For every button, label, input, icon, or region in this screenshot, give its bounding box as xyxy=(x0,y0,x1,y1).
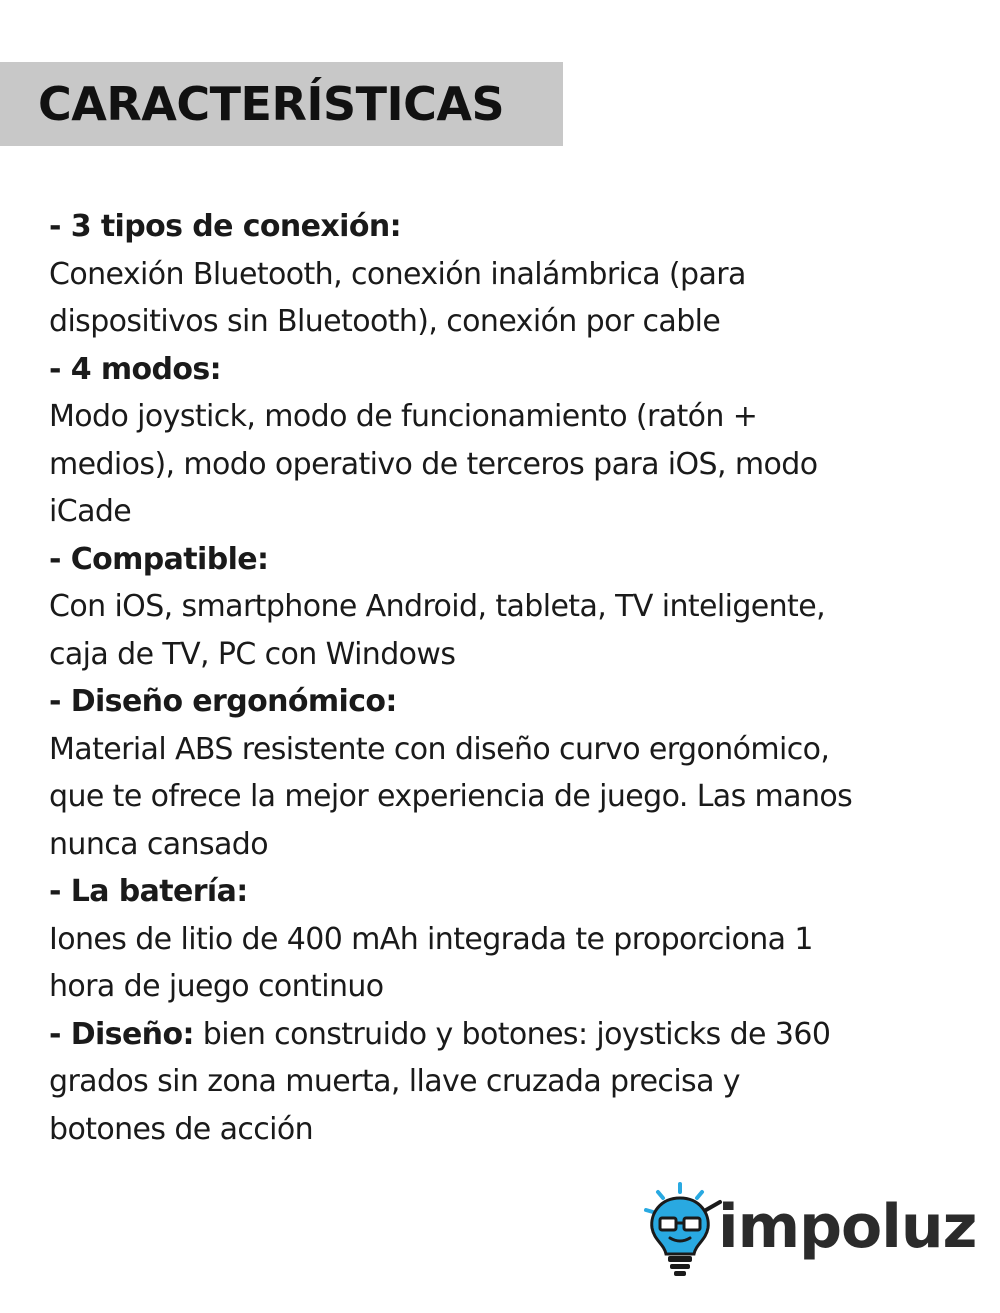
feature-heading: - Diseño ergonómico: xyxy=(49,684,397,719)
feature-heading: - La batería: xyxy=(49,874,248,909)
feature-text: que te ofrece la mejor experiencia de juego. Las manos xyxy=(49,779,853,814)
feature-text: iCade xyxy=(49,494,132,529)
feature-text: caja de TV, PC con Windows xyxy=(49,636,456,672)
feature-text: dispositivos sin Bluetooth), conexión por cable xyxy=(49,304,721,339)
features-list xyxy=(49,203,969,1153)
brand-logo xyxy=(640,1180,977,1280)
page-title: CARACTERÍSTICAS xyxy=(38,77,505,131)
lightbulb-glasses-icon xyxy=(640,1180,730,1280)
feature-text: Conexión Bluetooth, conexión inalámbrica (para xyxy=(49,256,746,292)
feature-heading: - Diseño: xyxy=(49,1016,194,1052)
feature-heading: - 3 tipos de conexión: xyxy=(49,209,401,244)
feature-heading: - Compatible: xyxy=(49,541,269,577)
feature-text: Material ABS resistente con diseño curvo ergonómico, xyxy=(49,731,830,767)
feature-text: nunca cansado xyxy=(49,826,268,862)
feature-text: Modo joystick, modo de funcionamiento (ratón + xyxy=(49,399,758,434)
feature-text: Iones de litio de 400 mAh integrada te proporciona 1 xyxy=(49,921,813,957)
feature-text: grados sin zona muerta, llave cruzada precisa y xyxy=(49,1064,740,1099)
feature-text: Con iOS, smartphone Android, tableta, TV inteligente, xyxy=(49,589,826,624)
feature-heading: - 4 modos: xyxy=(49,351,222,387)
logo-wordmark: impoluz xyxy=(718,1192,977,1262)
feature-text: medios), modo operativo de terceros para iOS, modo xyxy=(49,446,818,482)
feature-text: hora de juego continuo xyxy=(49,969,384,1004)
feature-inline-row xyxy=(49,1011,969,1059)
feature-text: botones de acción xyxy=(49,1111,314,1147)
feature-text: bien construido y botones: joysticks de 360 xyxy=(193,1016,831,1052)
